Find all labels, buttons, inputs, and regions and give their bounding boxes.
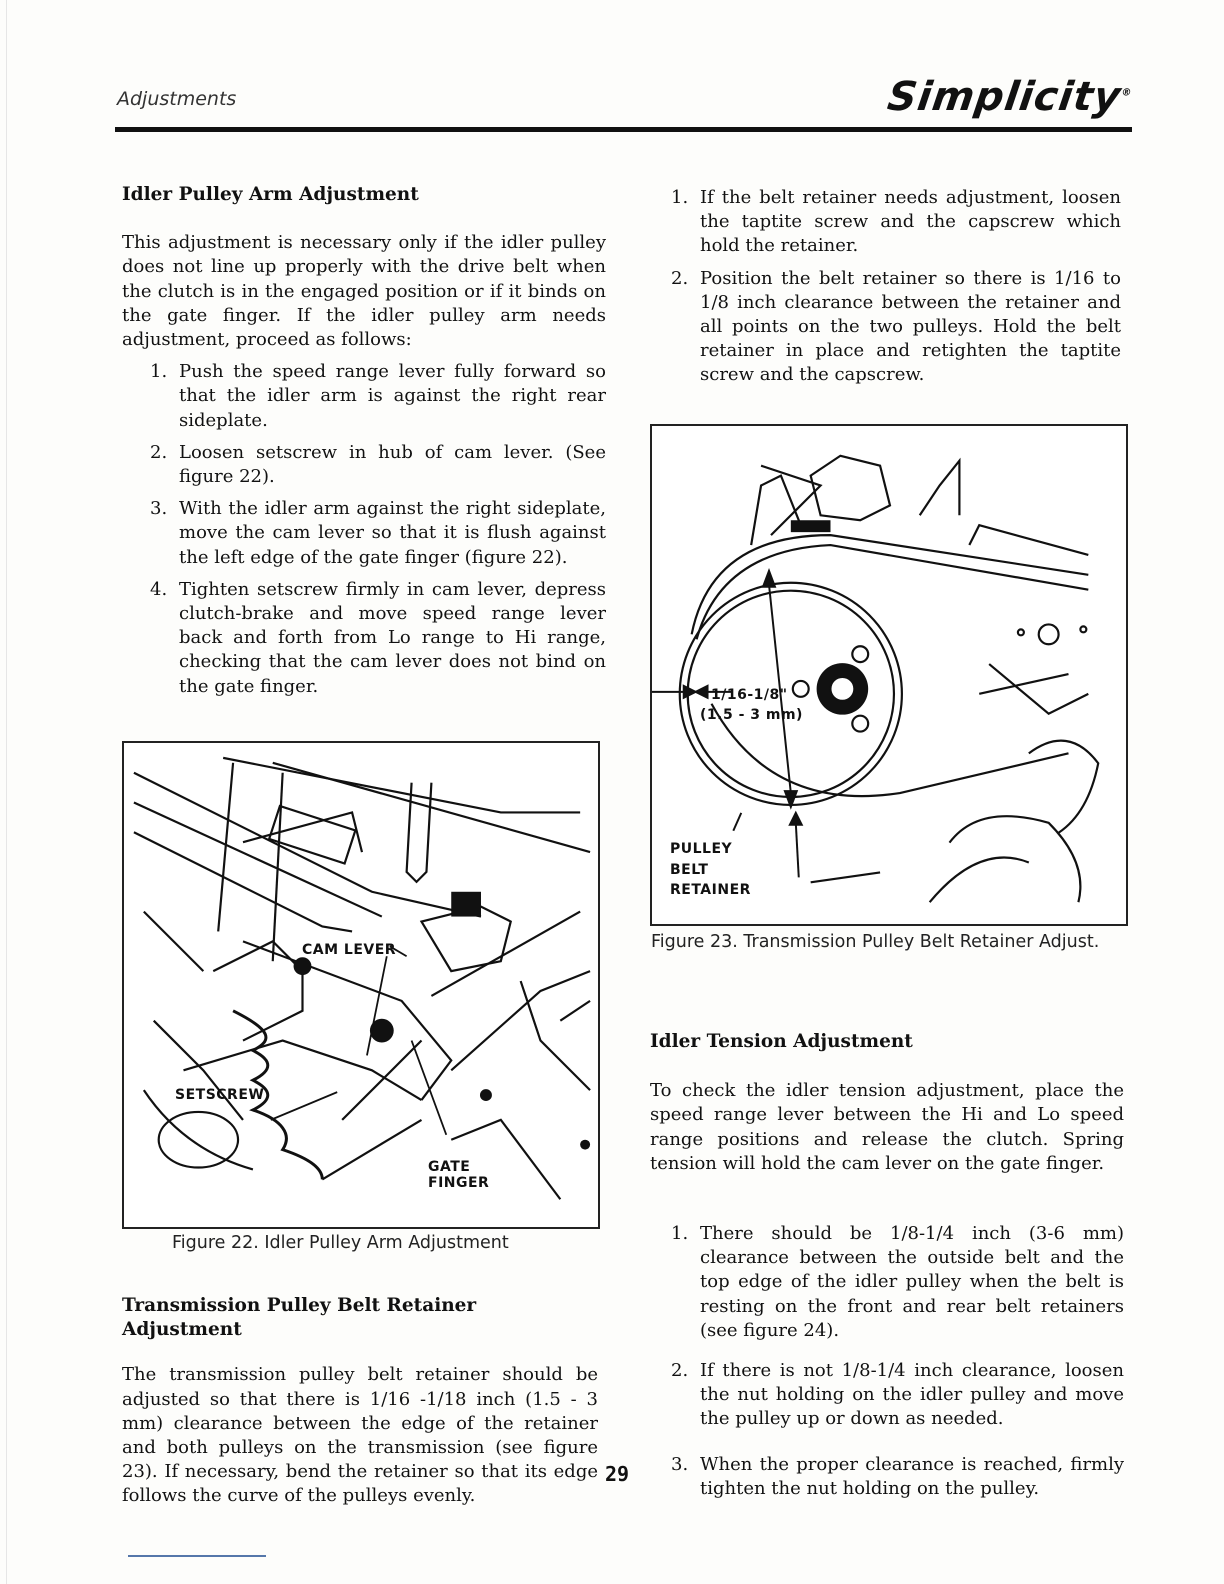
- list-item: 1. There should be 1/8-1/4 inch (3-6 mm) clearance between the outside belt and the top edge of the idler pulley when the belt is resting on the front and rear belt retainers (see figure 24).: [671, 1223, 1124, 1341]
- belt-label: BELT: [670, 862, 709, 878]
- clearance-inch-label: 1/16-1/8": [711, 687, 788, 703]
- bottom-link-underline: [128, 1555, 266, 1557]
- figure-22-caption: Figure 22. Idler Pulley Arm Adjustment: [172, 1233, 509, 1253]
- figure-23-caption: Figure 23. Transmission Pulley Belt Retainer Adjust.: [651, 932, 1100, 952]
- list-item: 2. Loosen setscrew in hub of cam lever. (See figure 22).: [150, 441, 606, 488]
- tension-text: To check the idler tension adjustment, place the speed range lever between the Hi and Lo speed range positions and release the clutch. Spring tension will hold the cam lever on the gate finger.: [650, 1080, 1124, 1174]
- figure-22-drawing: [124, 743, 598, 1227]
- brand-logo: [885, 74, 1135, 120]
- retainer-steps: [669, 186, 1121, 388]
- registered-mark: ®: [1120, 87, 1134, 99]
- page-number: 29: [605, 1462, 630, 1486]
- section-label: Adjustments: [117, 88, 237, 110]
- idler-arm-steps: [122, 360, 606, 699]
- list-item: 4. Tighten setscrew firmly in cam lever, depress clutch-brake and move speed range lever back and forth from Lo range to Hi range, checking that the cam lever does not bind on the gate finger.: [150, 578, 606, 697]
- transmission-section: [122, 1294, 598, 1509]
- idler-arm-intro: This adjustment is necessary only if the idler pulley does not line up properly with the drive belt when the clutch is in the engaged position or if it binds on the gate finger. If the idler pulley arm needs adjustment, proceed as follows:: [122, 232, 606, 351]
- brand-name: Simplicity: [884, 74, 1125, 120]
- transmission-text: The transmission pulley belt retainer should be adjusted so that there is 1/16 -1/18 inch (1.5 - 3 mm) clearance between the edge of the retainer and both pulleys on the transmission (see figure 23). If necessary, bend the retainer so that its edge follows the curve of the pulleys evenly.: [122, 1364, 598, 1507]
- idler-arm-heading: Idler Pulley Arm Adjustment: [122, 184, 419, 205]
- list-item: 2. Position the belt retainer so there is 1/16 to 1/8 inch clearance between the retainer and all points on the two pulleys. Hold the belt retainer in place and retighten the taptite screw and the capscrew.: [671, 267, 1121, 386]
- figure-22-illustration: [122, 741, 600, 1229]
- retainer-label: RETAINER: [670, 882, 751, 898]
- list-item: 2. If there is not 1/8-1/4 inch clearance, loosen the nut holding on the idler pulley and move the pulley up or down as needed.: [671, 1360, 1124, 1430]
- pulley-label: PULLEY: [670, 841, 733, 857]
- gate-label: GATE: [428, 1159, 471, 1175]
- finger-label: FINGER: [428, 1175, 490, 1191]
- list-item: 3. With the idler arm against the right sideplate, move the cam lever so that it is flush against the left edge of the gate finger (figure 22).: [150, 498, 606, 568]
- list-item: 1. If the belt retainer needs adjustment, loosen the taptite screw and the capscrew which hold the retainer.: [671, 187, 1121, 257]
- tension-heading: Idler Tension Adjustment: [650, 1031, 913, 1052]
- clearance-mm-label: (1.5 - 3 mm): [700, 707, 803, 723]
- tension-section: [650, 1030, 1124, 1176]
- transmission-heading: Transmission Pulley Belt Retainer Adjustment: [122, 1295, 477, 1341]
- scan-margin-line: [6, 0, 7, 1584]
- tension-steps-column: [669, 1222, 1124, 1501]
- figure-23-illustration: [650, 424, 1128, 926]
- list-item: 3. When the proper clearance is reached, firmly tighten the nut holding on the pulley.: [671, 1453, 1124, 1499]
- setscrew-label: SETSCREW: [175, 1087, 265, 1103]
- left-column: [122, 183, 606, 699]
- list-item: 1. Push the speed range lever fully forward so that the idler arm is against the right rear sideplate.: [150, 361, 606, 431]
- cam-lever-label: CAM LEVER: [302, 942, 397, 958]
- retainer-steps-column: [669, 186, 1121, 388]
- header-rule: [115, 127, 1132, 132]
- tension-steps: [669, 1222, 1124, 1501]
